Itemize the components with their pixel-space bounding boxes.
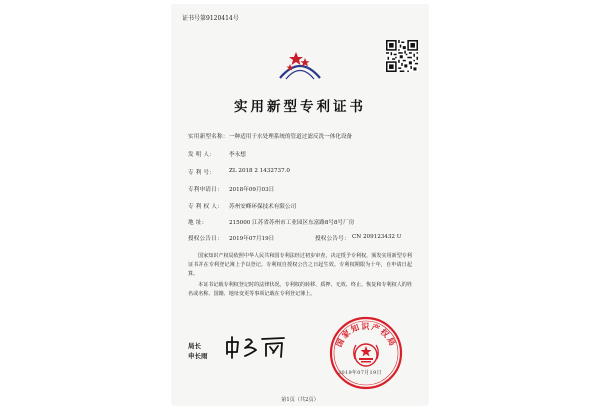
seal-text: 国家知识产权局 — [334, 322, 398, 349]
certificate-title: 实用新型专利证书 — [234, 99, 366, 115]
official-seal-icon — [328, 315, 404, 391]
patent-office-emblem-icon — [278, 48, 322, 84]
field-value-grant-number: CN 209123432 U — [352, 234, 402, 240]
field-value-patentee: 苏州安峰环保技术有限公司 — [229, 204, 297, 210]
director-label: 局长 申长雨 — [188, 342, 208, 360]
field-label-filing-date: 专利申请日： — [188, 187, 223, 193]
field-value-address: 215000 江苏省苏州市工业园区东富路8号8号厂房 — [229, 220, 355, 226]
field-label-patent-number: 专 利 号： — [188, 170, 216, 176]
field-value-grant-date: 2019年07月19日 — [229, 236, 275, 242]
certificate-number: 证书号第9120414号 — [182, 15, 239, 22]
field-value-inventor: 李永想 — [229, 152, 246, 158]
field-label-address: 地 址： — [188, 220, 208, 226]
grant-paragraph: 国家知识产权局依照中华人民共和国专利法经过初步审查，决定授予专利权，颁发实用新型专利证书并在专利登记簿上予以登记。专利权自授权公告之日起生效。专利权期限为十年，自申请日起算。 — [188, 253, 412, 277]
field-value-patent-number: ZL 2018 2 1432737.0 — [229, 168, 290, 174]
seal-date: 2019年07月19日 — [338, 370, 382, 376]
director-signature-icon — [224, 334, 294, 360]
field-label-name: 实用新型名称： — [188, 134, 229, 140]
field-label-grant-number: 授权公告号： — [315, 236, 350, 242]
legal-status-paragraph: 本证书记载专利权登记时的法律状况。专利权的转移、质押、无效、终止、恢复和专利权人的姓名或名称、国籍、地址变更等事项记载在专利登记簿上。 — [188, 282, 412, 297]
patent-certificate — [172, 5, 428, 405]
page-footer: 第1页（共2页） — [281, 397, 319, 403]
field-label-grant-date: 授权公告日： — [188, 236, 223, 242]
qr-code-icon — [386, 40, 418, 72]
field-value-name: 一种适用于水处理系统的管道过滤反洗一体化设备 — [229, 134, 353, 140]
field-value-filing-date: 2018年09月03日 — [229, 187, 275, 193]
field-label-inventor: 发 明 人： — [188, 152, 216, 158]
field-label-patentee: 专 利 权 人： — [188, 204, 223, 210]
